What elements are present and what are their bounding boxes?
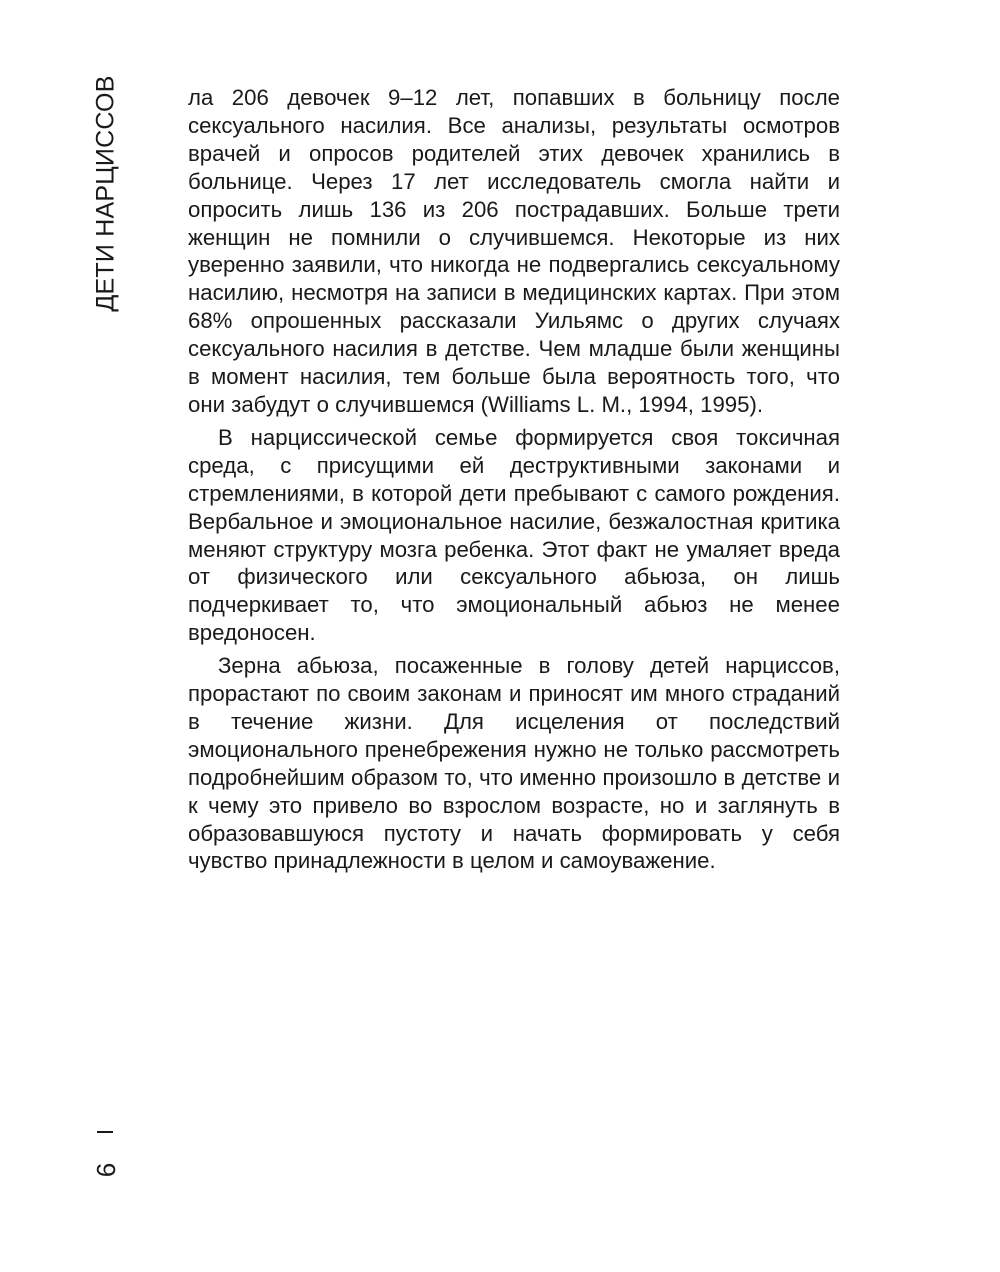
folio-divider — [97, 1131, 113, 1133]
paragraph: Зерна абьюза, посаженные в голову детей нарциссов, прорастают по своим законам и приносят им много страданий в течение жизни. Для исцеления от последствий эмоционального пренебрежения нужно не только рассмотреть подробнейшим образом то, что именно произошло в детстве и к чему это привело во взрослом возрасте, но и заглянуть в образовавшуюся пустоту и начать формировать у себя чувство принадлежности в целом и самоуважение. — [188, 653, 840, 874]
page-number — [90, 1152, 122, 1188]
paragraph-continued: ла 206 девочек 9–12 лет, попавших в больницу после сексуального насилия. Все анализы, результаты осмотров врачей и опросов родителей этих девочек хранились в больнице. Через 17 лет исследователь смогла найти и опросить лишь 136 из 206 пострадавших. Больше трети женщин не помнили о случившемся. Некоторые из них уверенно заявили, что никогда не подвергались сексуальному насилию, несмотря на записи в медицинских картах. При этом 68% опрошенных рассказали Уильямс о других случаях сексуального насилия в детстве. Чем младше были женщины в момент насилия, тем больше была вероятность того, что они забудут о случившемся (Williams L. M., 1994, 1995). — [188, 85, 840, 417]
body-text — [188, 84, 840, 875]
running-head — [84, 74, 128, 312]
running-head-text: ДЕТИ НАРЦИССОВ — [91, 74, 120, 312]
page-number-text: 6 — [91, 1162, 121, 1178]
paragraph: В нарциссической семье формируется своя токсичная среда, с присущими ей деструктивными законами и стремлениями, в которой дети пребывают с самого рождения. Вербальное и эмоциональное насилие, безжалостная критика меняют структуру мозга ребенка. Этот факт не умаляет вреда от физического или сексуального абьюза, он лишь подчеркивает то, что эмоциональный абьюз не менее вредоносен. — [188, 424, 840, 646]
